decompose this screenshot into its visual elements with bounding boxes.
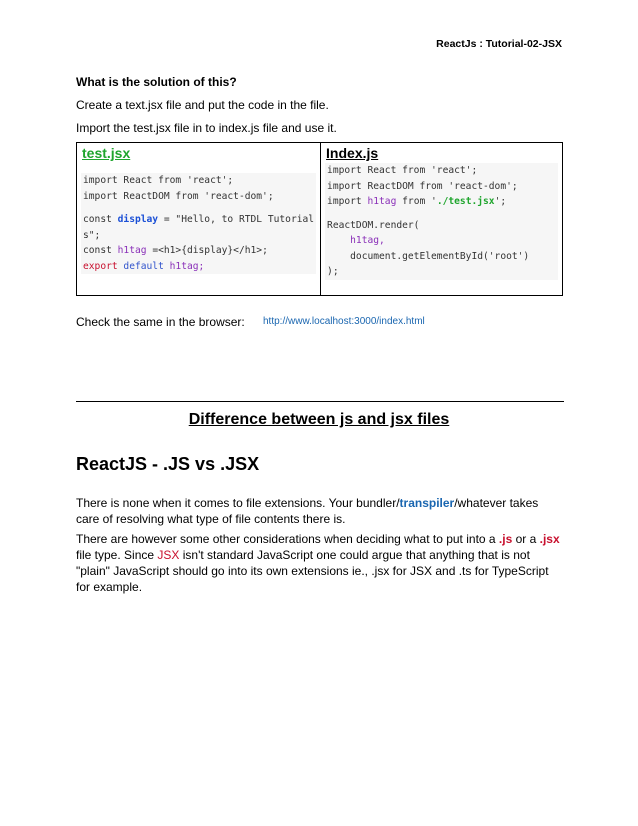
code-token: = "Hello, to RTDL Tutorial: [158, 214, 315, 225]
code-line: import ReactDOM from 'react-dom';: [83, 190, 274, 202]
test-jsx-code: [81, 173, 316, 274]
sub-heading: ReactJS - .JS vs .JSX: [76, 454, 260, 474]
text-run: isn't standard JavaScript one could argue that anything that is not "plain" JavaScript should go into its own extensions ie., .jsx for JSX and .ts for TypeScript for example.: [76, 548, 549, 594]
code-line: document.getElementById('root'): [327, 250, 530, 262]
code-line: import React from 'react';: [83, 175, 234, 186]
code-token: =<h1>{display}</h1>;: [146, 245, 268, 256]
code-line: import: [327, 196, 368, 207]
instruction-line-1: Create a text.jsx file and put the code in the file.: [76, 98, 329, 112]
jsx-highlight: .jsx: [539, 532, 560, 546]
code-line: const: [83, 245, 118, 256]
code-token: ';: [494, 196, 507, 207]
test-jsx-title: test.jsx: [82, 145, 131, 161]
index-js-code: [325, 163, 558, 280]
section-heading: Difference between js and jsx files: [188, 411, 450, 428]
index-js-column: [321, 143, 562, 295]
instruction-line-2: Import the test.jsx file in to index.js file and use it.: [76, 121, 337, 135]
paragraph-1: [76, 495, 564, 527]
text-run: /whatever takes care of resolving what type of file contents there is.: [76, 496, 539, 526]
code-line: s";: [83, 229, 101, 241]
jsx-word: JSX: [157, 548, 180, 562]
localhost-link[interactable]: http://www.localhost:3000/index.html: [263, 316, 425, 327]
paragraph-2: [76, 531, 564, 595]
code-token: h1tag: [367, 196, 397, 207]
code-token: default: [117, 260, 170, 272]
code-line: import React from 'react';: [327, 165, 478, 176]
code-line: import ReactDOM from 'react-dom';: [327, 180, 518, 192]
text-run: or a: [512, 532, 540, 546]
code-line: const: [83, 214, 118, 225]
text-run: file type. Since: [76, 548, 158, 562]
text-run: There are however some other considerations when deciding what to put into a: [76, 532, 499, 546]
code-token: h1tag;: [169, 260, 205, 272]
index-js-title: Index.js: [326, 145, 379, 161]
code-token: display: [117, 214, 159, 225]
code-token: export: [83, 260, 118, 272]
js-highlight: .js: [498, 532, 513, 546]
text-run: There is none when it comes to file extensions. Your bundler/: [76, 496, 400, 510]
code-token: from ': [396, 196, 437, 207]
code-token: h1tag: [117, 245, 147, 256]
check-browser-text: Check the same in the browser:: [76, 315, 245, 329]
code-line: ReactDOM.render(: [327, 219, 420, 231]
code-table: [76, 142, 563, 296]
code-line: h1tag,: [327, 235, 385, 246]
code-line: );: [327, 266, 339, 277]
page-header: ReactJs : Tutorial-02-JSX: [436, 38, 562, 50]
code-token: ./test.jsx: [436, 196, 495, 207]
question-title: What is the solution of this?: [76, 75, 237, 89]
transpiler-highlight: transpiler: [399, 496, 455, 510]
test-jsx-column: [77, 143, 321, 295]
section-divider: [76, 401, 564, 402]
